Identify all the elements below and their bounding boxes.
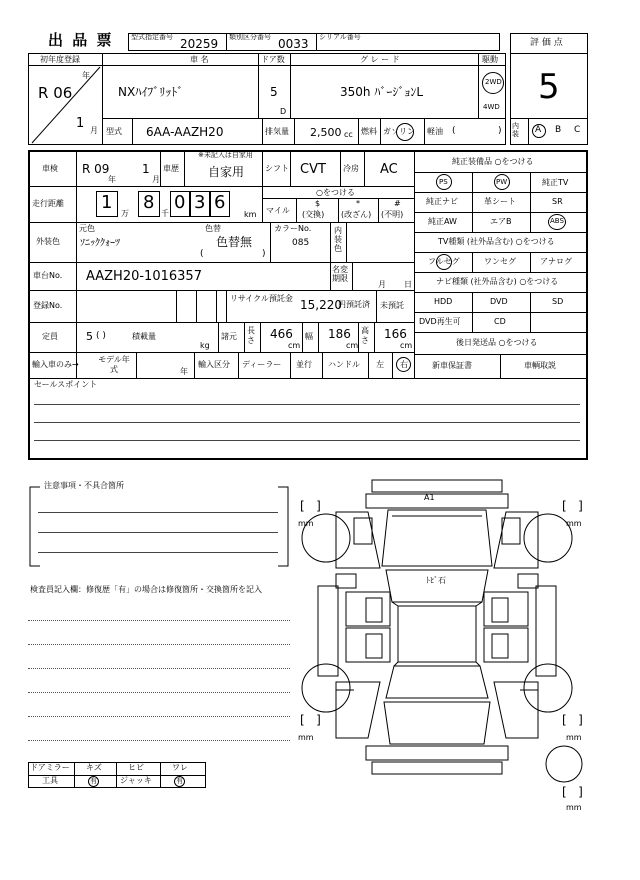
equip-navi: 純正ナビ [426, 197, 458, 206]
mileage-exchange: (交換) [302, 210, 325, 219]
exterior-color-label: 外装色 [36, 237, 60, 246]
transfer-month-unit: 月 [378, 280, 386, 289]
tv-fullseg: フルセグ [428, 257, 460, 266]
equip-airbag: エアB [490, 217, 512, 226]
inspector-label: 検査員記入欄：修復歴「有」の場合は修復箇所・交換箇所を記入 [30, 585, 262, 594]
mileage-digit-4: 3 [194, 192, 206, 213]
equipment-title: 純正装備品 ○をつける [452, 157, 534, 166]
repaint-value: 色替無 [216, 235, 253, 249]
capacity-label: 定員 [42, 332, 58, 341]
inspection-year: R 09 [82, 162, 110, 176]
sales-point-label: セールスポイント [34, 380, 98, 389]
inspection-label: 車検 [42, 164, 58, 173]
mm-label-tl: mm [298, 519, 314, 528]
later-warranty: 新車保証書 [432, 361, 472, 370]
mileage-hash-symbol: # [394, 199, 401, 208]
cc-unit: cc [344, 130, 353, 139]
handle-right: 右 [400, 360, 408, 369]
mm-label-spare: mm [566, 803, 582, 812]
inspection-year-unit: 年 [108, 175, 116, 184]
equip-abs: ABS [550, 217, 564, 225]
first-reg-month: 1 [76, 116, 85, 131]
legend-door-mirror: ドアミラー [30, 763, 70, 772]
damage-mark-stone: ﾄﾋﾞ石 [426, 576, 446, 585]
light-oil-paren-left: ( [452, 126, 456, 136]
legend-jack-present: 有 [176, 777, 183, 785]
inspection-month: 1 [142, 162, 150, 176]
first-reg-year: R 06 [38, 84, 73, 102]
mm-label-tr: mm [566, 519, 582, 528]
height-cm-unit: cm [400, 341, 413, 350]
width-value: 186 [328, 327, 351, 341]
registration-label: 登録No. [33, 301, 63, 310]
import-label: 輸入車のみ→ [32, 360, 79, 369]
car-name-label: 車 名 [190, 55, 209, 64]
type-no-value: 20259 [180, 37, 219, 51]
color-no-label: カラーNo. [274, 224, 312, 233]
door-type: D [280, 107, 287, 116]
import-parallel: 並行 [296, 360, 312, 369]
tv-title: TV種類 (社外品含む) ○をつける [438, 237, 555, 246]
drive-2wd: 2WD [485, 78, 502, 86]
mileage-circle-note: ○をつける [316, 188, 355, 197]
model-year-unit: 年 [180, 367, 188, 376]
mileage-tampered: (改ざん) [341, 210, 372, 219]
equip-ps: PS [439, 178, 448, 186]
ac-label: 冷房 [343, 164, 359, 173]
navi-dvd: DVD [490, 297, 508, 306]
ac-value: AC [380, 162, 398, 177]
light-oil-label: 軽油 [427, 127, 443, 136]
length-label: 長さ [247, 326, 255, 345]
transfer-deadline-label: 名変期限 [332, 265, 348, 283]
mm-label-br: mm [566, 733, 582, 742]
equip-leather: 革シート [484, 197, 516, 206]
mileage-star-symbol: * [356, 199, 360, 208]
chassis-label: 車台No. [33, 271, 63, 280]
history-label: 車歴 [163, 164, 179, 173]
capacity-value: 5 [86, 330, 93, 343]
recycle-status: 円預託済 [338, 300, 370, 309]
model-year-label: モデル年式 [98, 355, 130, 374]
mm-bracket-tl: [ ] [300, 499, 321, 513]
fuel-gasoline: ガソリン [383, 127, 415, 136]
length-value: 466 [270, 327, 293, 341]
mileage-man-unit: 万 [121, 209, 129, 218]
mileage-digit-2: 8 [143, 192, 155, 213]
mileage-sen-unit: 千 [161, 209, 169, 218]
load-label: 積載量 [132, 332, 156, 341]
model-label: 型式 [106, 127, 122, 136]
width-cm-unit: cm [346, 341, 359, 350]
original-color-value: ｿﾆｯｸｸｫｰﾂ [80, 238, 120, 249]
mm-label-bl: mm [298, 733, 314, 742]
tv-oneseg: ワンセグ [484, 257, 516, 266]
legend-crack: ヒビ [128, 763, 144, 772]
legend-jack: ジャッキ [120, 776, 152, 785]
mm-bracket-br: [ ] [562, 713, 583, 727]
repaint-paren-left: ( [200, 249, 204, 259]
original-color-label: 元色 [79, 224, 95, 233]
height-value: 166 [384, 327, 407, 341]
interior-grade-b: B [555, 125, 562, 135]
mileage-km-unit: km [244, 210, 257, 219]
mileage-dollar-symbol: $ [315, 199, 321, 208]
mm-bracket-tr: [ ] [562, 499, 583, 513]
equip-tv: 純正TV [542, 178, 569, 187]
car-damage-diagram [296, 476, 592, 786]
navi-hdd: HDD [434, 297, 453, 306]
mileage-label: 走行距離 [32, 199, 64, 208]
notes-label: 注意事項・不具合箇所 [44, 481, 124, 490]
first-reg-label: 初年度登録 [40, 55, 80, 64]
capacity-paren: ( ) [96, 331, 106, 341]
navi-dvd-play: DVD再生可 [419, 317, 461, 326]
light-oil-paren-right: ) [498, 126, 502, 136]
handle-left: 左 [376, 360, 384, 369]
history-note: ※未記入は自家用 [198, 151, 253, 159]
repaint-label: 色替 [205, 224, 221, 233]
recycle-unpaid: 未預託 [380, 301, 404, 310]
later-title: 後日発送品 ○をつける [456, 338, 538, 347]
serial-label: シリアル番号 [319, 33, 361, 41]
interior-color-label: 内装色 [334, 226, 342, 253]
height-label: 高さ [361, 326, 369, 345]
dimension-label: 諸元 [221, 332, 237, 341]
car-name-value: NXﾊｲﾌﾞﾘｯﾄﾞ [118, 85, 184, 99]
mm-bracket-spare: [ ] [562, 785, 583, 799]
class-no-label: 類別区分番号 [229, 33, 271, 41]
mileage-mile: マイル [266, 206, 290, 215]
shift-label: シフト [265, 164, 289, 173]
recycle-value: 15,220 [300, 298, 342, 312]
grade-label: グ レ ー ド [360, 55, 400, 64]
door-count-label: ドア数 [261, 55, 285, 64]
type-no-label: 型式指定番号 [131, 33, 173, 41]
first-reg-year-unit: 年 [82, 71, 90, 80]
mileage-digit-5: 6 [214, 192, 226, 213]
interior-grade-c: C [574, 125, 581, 135]
load-kg-unit: kg [200, 341, 210, 350]
mileage-digit-3: 0 [174, 192, 186, 213]
legend-scratch: キズ [86, 763, 102, 772]
interior-grade-a: A [535, 125, 542, 135]
recycle-label: リサイクル預託金 [230, 294, 293, 303]
displacement-label: 排気量 [265, 127, 289, 136]
legend-tools-present: 有 [90, 777, 97, 785]
equip-sr: SR [552, 197, 563, 206]
mileage-digit-1: 1 [101, 192, 113, 213]
door-count-value: 5 [270, 85, 278, 99]
mm-bracket-bl: [ ] [300, 713, 321, 727]
score-label: 評 価 点 [530, 38, 563, 48]
drive-4wd: 4WD [483, 103, 500, 111]
navi-sd: SD [552, 297, 564, 306]
interior-label: 内装 [512, 122, 519, 138]
grade-value: 350h ﾊﾞｰｼﾞｮﾝL [340, 85, 424, 99]
shift-value: CVT [300, 162, 326, 177]
width-label: 幅 [305, 332, 313, 341]
displacement-value: 2,500 [310, 126, 342, 139]
equip-aw: 純正AW [428, 217, 457, 226]
tv-analog: アナログ [540, 257, 572, 266]
class-no-value: 0033 [278, 37, 309, 51]
inspection-month-unit: 月 [152, 175, 160, 184]
color-no-value: 085 [292, 238, 310, 248]
chassis-value: AAZH20-1016357 [86, 269, 202, 284]
mileage-unknown: (不明) [381, 210, 404, 219]
handle-label: ハンドル [328, 360, 360, 369]
history-value: 自家用 [208, 165, 245, 179]
transfer-day-unit: 日 [404, 280, 412, 289]
repaint-paren-right: ) [262, 249, 266, 259]
form-title: 出 品 票 [48, 31, 114, 49]
fuel-label: 燃料 [361, 127, 377, 136]
navi-cd: CD [494, 317, 506, 326]
model-value: 6AA-AAZH20 [146, 125, 224, 139]
import-dealer: ディーラー [242, 360, 282, 369]
equip-pw: PW [496, 178, 508, 186]
legend-tools: 工具 [42, 776, 58, 785]
navi-title: ナビ種類 (社外品含む) ○をつける [436, 277, 559, 286]
legend-break: ワレ [172, 763, 188, 772]
later-manual: 車輌取説 [524, 361, 556, 370]
score-value: 5 [538, 67, 560, 107]
length-cm-unit: cm [288, 341, 301, 350]
import-type-label: 輸入区分 [198, 360, 230, 369]
first-reg-month-unit: 月 [90, 126, 98, 135]
damage-mark-a1: A1 [424, 493, 435, 502]
drive-label: 駆動 [482, 55, 498, 64]
